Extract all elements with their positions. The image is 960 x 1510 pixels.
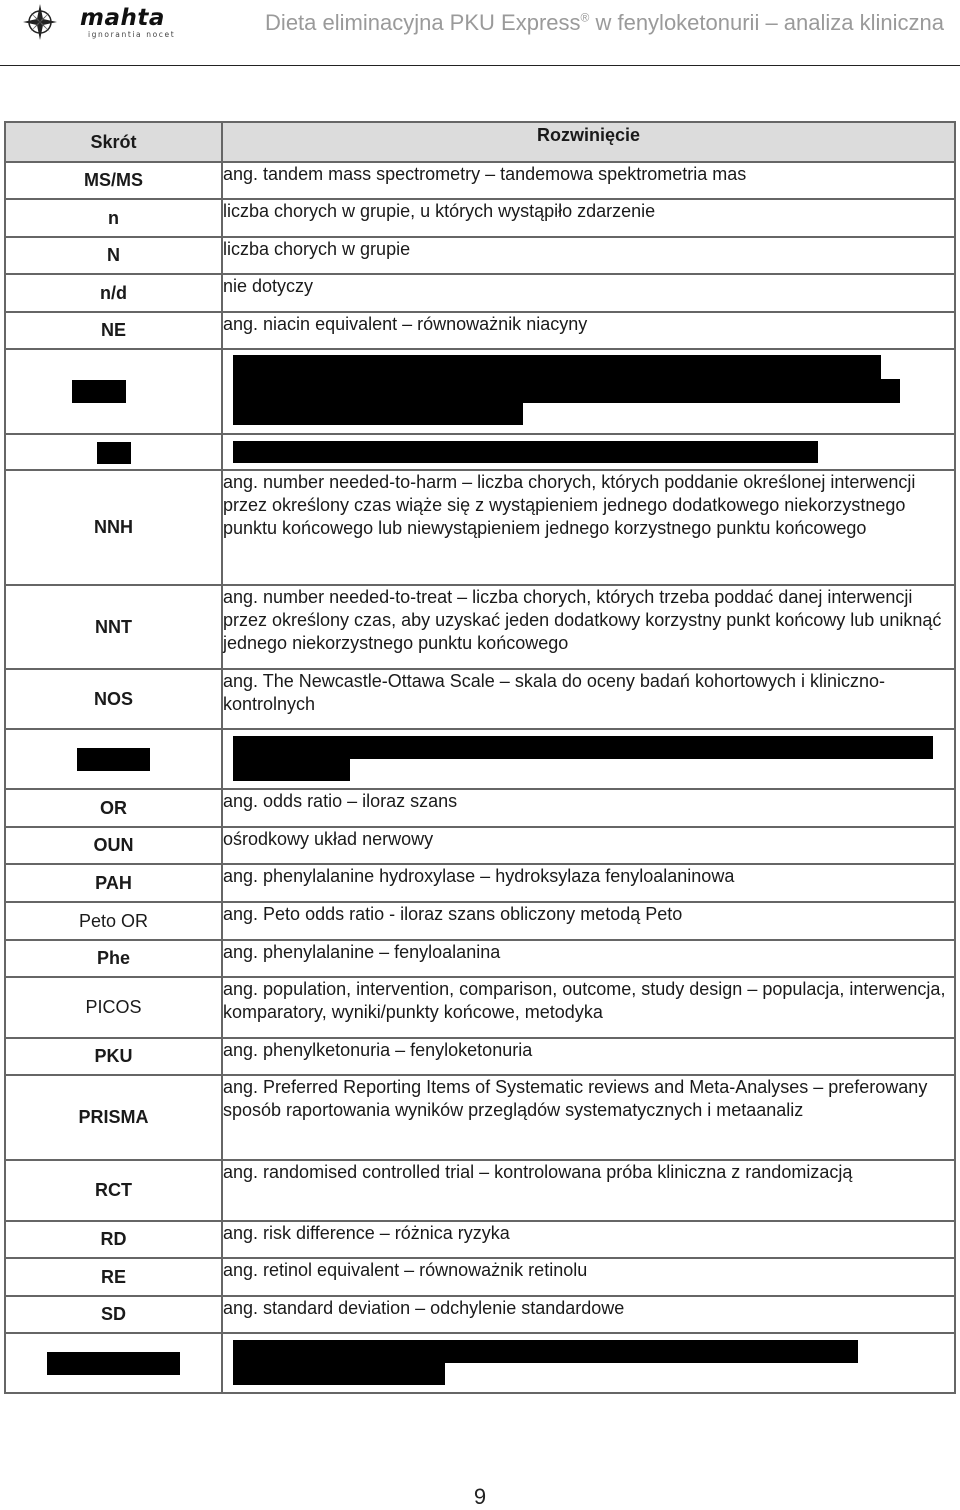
abbreviation-cell: N bbox=[5, 237, 222, 274]
definition-cell: ang. tandem mass spectrometry – tandemowa spektrometria mas bbox=[222, 162, 955, 199]
abbreviation-cell: PRISMA bbox=[5, 1075, 222, 1160]
abbreviation-cell: OUN bbox=[5, 827, 222, 864]
definition-cell: ang. Preferred Reporting Items of Systematic reviews and Meta-Analyses – preferowany sposób raportowania wyników przeglądów systematycznych i metaanaliz bbox=[222, 1075, 955, 1160]
abbreviation-cell: RCT bbox=[5, 1160, 222, 1221]
table-row bbox=[5, 1075, 955, 1160]
table-row bbox=[5, 199, 955, 237]
abbreviation-cell: n/d bbox=[5, 274, 222, 312]
column-header-abbreviation: Skrót bbox=[5, 122, 222, 162]
abbreviation-cell: Peto OR bbox=[5, 902, 222, 940]
definition-cell: liczba chorych w grupie bbox=[222, 237, 955, 274]
redacted-row bbox=[5, 434, 955, 470]
definition-cell: ang. phenylketonuria – fenyloketonuria bbox=[222, 1038, 955, 1075]
redaction-block bbox=[233, 441, 818, 463]
redacted-definition-cell bbox=[222, 1333, 955, 1393]
table-header-row bbox=[5, 122, 955, 162]
abbreviation-cell: OR bbox=[5, 789, 222, 827]
definition-cell: nie dotyczy bbox=[222, 274, 955, 312]
definition-cell: ang. population, intervention, comparison, outcome, study design – populacja, interwencja, komparatory, wyniki/punkty końcowe, metodyka bbox=[222, 977, 955, 1038]
table-row bbox=[5, 312, 955, 349]
redaction-block bbox=[233, 403, 523, 425]
table-row bbox=[5, 669, 955, 729]
abbreviation-cell: NOS bbox=[5, 669, 222, 729]
page-header bbox=[0, 0, 960, 46]
definition-cell: ang. risk difference – różnica ryzyka bbox=[222, 1221, 955, 1258]
redaction-block bbox=[97, 442, 131, 464]
document-title-rest: w fenyloketonurii – analiza kliniczna bbox=[589, 10, 944, 35]
table-row bbox=[5, 237, 955, 274]
mahta-logo bbox=[22, 2, 197, 42]
definition-cell: ang. niacin equivalent – równoważnik niacyny bbox=[222, 312, 955, 349]
redacted-row bbox=[5, 1333, 955, 1393]
redacted-row bbox=[5, 729, 955, 789]
abbreviations-table bbox=[4, 121, 956, 1394]
redacted-row bbox=[5, 349, 955, 434]
table-row bbox=[5, 1160, 955, 1221]
redaction-block bbox=[72, 380, 126, 403]
definition-cell: ośrodkowy układ nerwowy bbox=[222, 827, 955, 864]
brand-name: mahta bbox=[80, 5, 165, 31]
table-row bbox=[5, 902, 955, 940]
page-number: 9 bbox=[473, 1484, 487, 1509]
abbreviation-cell: PAH bbox=[5, 864, 222, 902]
abbreviation-cell: PKU bbox=[5, 1038, 222, 1075]
abbreviation-cell: RE bbox=[5, 1258, 222, 1296]
redacted-definition-cell bbox=[222, 729, 955, 789]
redaction-block bbox=[77, 748, 150, 771]
redaction-block bbox=[233, 1363, 445, 1385]
abbreviation-cell: RD bbox=[5, 1221, 222, 1258]
definition-cell: ang. Peto odds ratio - iloraz szans obliczony metodą Peto bbox=[222, 902, 955, 940]
definition-cell: ang. odds ratio – iloraz szans bbox=[222, 789, 955, 827]
registered-mark: ® bbox=[580, 10, 590, 25]
abbreviation-cell: Phe bbox=[5, 940, 222, 977]
redaction-block bbox=[47, 1352, 180, 1375]
header-divider bbox=[0, 65, 960, 66]
redacted-definition-cell bbox=[222, 349, 955, 434]
brand-tagline: ignorantia nocet bbox=[88, 30, 176, 39]
redacted-abbreviation-cell bbox=[5, 729, 222, 789]
redaction-block bbox=[233, 355, 881, 379]
definition-cell: liczba chorych w grupie, u których wystąpiło zdarzenie bbox=[222, 199, 955, 237]
abbreviation-cell: NNT bbox=[5, 585, 222, 669]
table-row bbox=[5, 1258, 955, 1296]
redaction-block bbox=[233, 379, 900, 403]
redacted-definition-cell bbox=[222, 434, 955, 470]
column-header-definition: Rozwinięcie bbox=[222, 122, 955, 162]
redaction-block bbox=[233, 759, 350, 781]
abbreviation-cell: n bbox=[5, 199, 222, 237]
definition-cell: ang. phenylalanine – fenyloalanina bbox=[222, 940, 955, 977]
abbreviation-cell: PICOS bbox=[5, 977, 222, 1038]
definition-cell: ang. number needed-to-treat – liczba chorych, których trzeba poddać danej interwencji przez określony czas, aby uzyskać jeden dodatkowy korzystny punkt końcowy lub uniknąć jednego niekorzystnego punktu końcowego bbox=[222, 585, 955, 669]
table-row bbox=[5, 827, 955, 864]
definition-cell: ang. phenylalanine hydroxylase – hydroksylaza fenyloalaninowa bbox=[222, 864, 955, 902]
abbreviation-cell: NE bbox=[5, 312, 222, 349]
definition-cell: ang. retinol equivalent – równoważnik retinolu bbox=[222, 1258, 955, 1296]
redaction-block bbox=[233, 736, 933, 759]
table-row bbox=[5, 470, 955, 585]
redaction-block bbox=[233, 1340, 858, 1363]
document-title bbox=[265, 10, 944, 36]
table-row bbox=[5, 940, 955, 977]
table-row bbox=[5, 162, 955, 199]
definition-cell: ang. standard deviation – odchylenie standardowe bbox=[222, 1296, 955, 1333]
table-row bbox=[5, 1296, 955, 1333]
compass-rose-icon bbox=[22, 2, 62, 42]
definition-cell: ang. number needed-to-harm – liczba chorych, których poddanie określonej interwencji przez określony czas wiąże się z wystąpieniem jednego dodatkowego niekorzystnego punktu końcowego lub niewystąpieniem jednego korzystnego punktu końcowego bbox=[222, 470, 955, 585]
table-row bbox=[5, 977, 955, 1038]
abbreviation-cell: MS/MS bbox=[5, 162, 222, 199]
redacted-abbreviation-cell bbox=[5, 434, 222, 470]
abbreviation-cell: SD bbox=[5, 1296, 222, 1333]
abbreviation-cell: NNH bbox=[5, 470, 222, 585]
definition-cell: ang. randomised controlled trial – kontrolowana próba kliniczna z randomizacją bbox=[222, 1160, 955, 1221]
table-row bbox=[5, 1038, 955, 1075]
table-row bbox=[5, 864, 955, 902]
redacted-abbreviation-cell bbox=[5, 349, 222, 434]
redacted-abbreviation-cell bbox=[5, 1333, 222, 1393]
table-row bbox=[5, 274, 955, 312]
table-row bbox=[5, 1221, 955, 1258]
document-title-main: Dieta eliminacyjna PKU Express bbox=[265, 10, 581, 35]
table-row bbox=[5, 585, 955, 669]
table-row bbox=[5, 789, 955, 827]
definition-cell: ang. The Newcastle-Ottawa Scale – skala do oceny badań kohortowych i kliniczno-kontrolnych bbox=[222, 669, 955, 729]
